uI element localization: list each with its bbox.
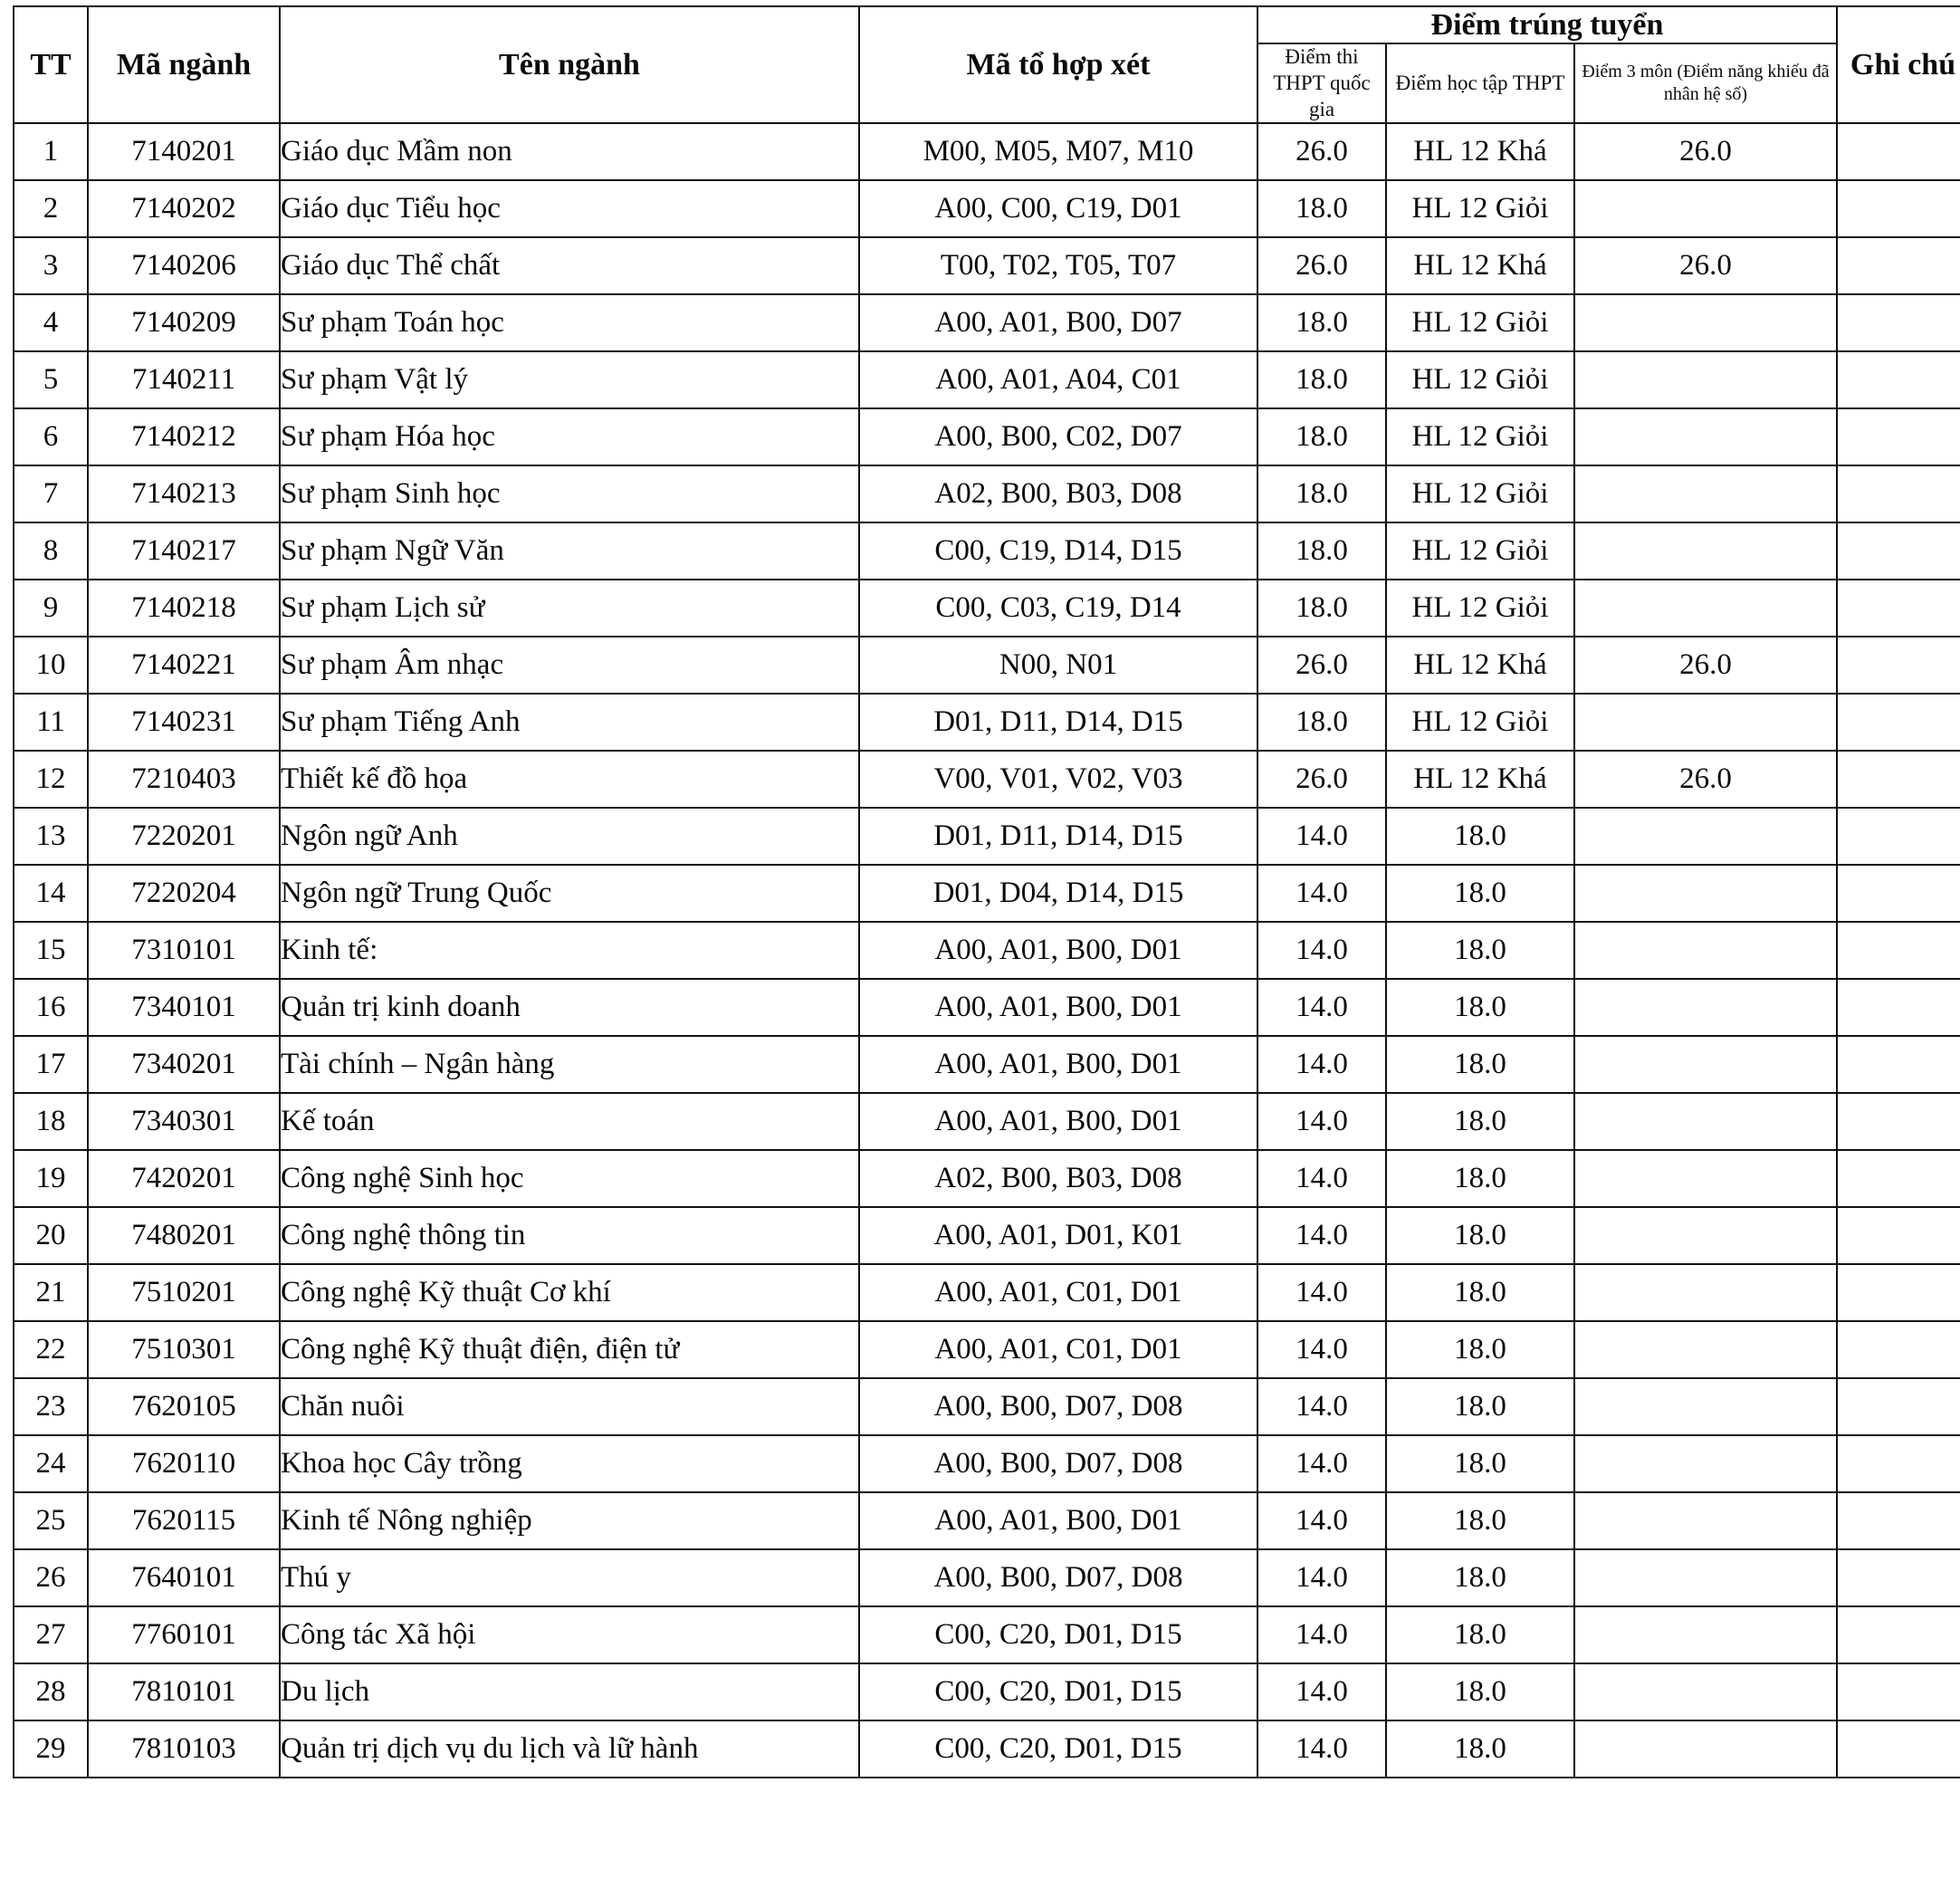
table-row [14, 123, 1960, 180]
cell-ten-nganh: Thú y [280, 1549, 859, 1606]
cell-tt: 11 [14, 694, 88, 751]
cell-diem-3-mon [1574, 408, 1837, 465]
cell-ten-nganh: Công nghệ Kỹ thuật Cơ khí [280, 1264, 859, 1321]
cell-diem-hoc-tap: HL 12 Khá [1386, 751, 1574, 808]
cell-ma-to-hop: C00, C20, D01, D15 [859, 1720, 1257, 1778]
cell-ghi-chu [1837, 1150, 1960, 1207]
cell-diem-3-mon [1574, 694, 1837, 751]
cell-ma-nganh: 7760101 [88, 1606, 280, 1663]
cell-ghi-chu [1837, 1492, 1960, 1549]
cell-tt: 22 [14, 1321, 88, 1378]
cell-tt: 14 [14, 865, 88, 922]
cell-ma-nganh: 7140206 [88, 237, 280, 294]
cell-ma-to-hop: A00, B00, D07, D08 [859, 1378, 1257, 1435]
cell-ma-to-hop: A00, A01, B00, D07 [859, 294, 1257, 351]
cell-ten-nganh: Sư phạm Lịch sử [280, 580, 859, 637]
cell-ten-nganh: Công nghệ Kỹ thuật điện, điện tử [280, 1321, 859, 1378]
table-row [14, 294, 1960, 351]
cell-ma-nganh: 7210403 [88, 751, 280, 808]
cell-diem-hoc-tap: HL 12 Khá [1386, 237, 1574, 294]
table-row [14, 1663, 1960, 1720]
cell-ten-nganh: Công nghệ Sinh học [280, 1150, 859, 1207]
cell-ghi-chu [1837, 808, 1960, 865]
cell-diem-thi-thpt: 14.0 [1257, 1492, 1386, 1549]
cell-diem-thi-thpt: 14.0 [1257, 1150, 1386, 1207]
table-row [14, 1321, 1960, 1378]
cell-tt: 16 [14, 979, 88, 1036]
cell-diem-3-mon: 26.0 [1574, 123, 1837, 180]
cell-ten-nganh: Quản trị dịch vụ du lịch và lữ hành [280, 1720, 859, 1778]
cell-ghi-chu [1837, 408, 1960, 465]
cell-tt: 6 [14, 408, 88, 465]
cell-ghi-chu [1837, 751, 1960, 808]
table-row [14, 580, 1960, 637]
cell-ghi-chu [1837, 1663, 1960, 1720]
cell-ten-nganh: Kinh tế Nông nghiệp [280, 1492, 859, 1549]
cell-diem-thi-thpt: 18.0 [1257, 351, 1386, 408]
cell-diem-3-mon [1574, 1549, 1837, 1606]
table-row [14, 1606, 1960, 1663]
cell-ma-to-hop: A00, B00, D07, D08 [859, 1549, 1257, 1606]
cell-diem-hoc-tap: 18.0 [1386, 922, 1574, 979]
cell-diem-thi-thpt: 14.0 [1257, 1378, 1386, 1435]
cell-diem-3-mon [1574, 351, 1837, 408]
cell-diem-3-mon: 26.0 [1574, 637, 1837, 694]
table-row [14, 1492, 1960, 1549]
cell-diem-hoc-tap: HL 12 Khá [1386, 123, 1574, 180]
cell-diem-3-mon [1574, 865, 1837, 922]
cell-tt: 2 [14, 180, 88, 237]
cell-ghi-chu [1837, 180, 1960, 237]
cell-diem-thi-thpt: 18.0 [1257, 522, 1386, 580]
cell-diem-thi-thpt: 14.0 [1257, 1207, 1386, 1264]
cell-ma-to-hop: D01, D04, D14, D15 [859, 865, 1257, 922]
cell-ma-to-hop: A00, A01, B00, D01 [859, 922, 1257, 979]
cell-ten-nganh: Sư phạm Ngữ Văn [280, 522, 859, 580]
cell-ma-nganh: 7140201 [88, 123, 280, 180]
cell-diem-hoc-tap: 18.0 [1386, 1720, 1574, 1778]
cell-tt: 21 [14, 1264, 88, 1321]
column-header-diem-trung-tuyen: Điểm trúng tuyển [1257, 6, 1837, 43]
cell-ghi-chu [1837, 1321, 1960, 1378]
cell-tt: 1 [14, 123, 88, 180]
table-row [14, 1150, 1960, 1207]
cell-diem-3-mon [1574, 1264, 1837, 1321]
cell-diem-thi-thpt: 26.0 [1257, 637, 1386, 694]
table-row [14, 1207, 1960, 1264]
cell-diem-thi-thpt: 14.0 [1257, 979, 1386, 1036]
cell-ma-to-hop: V00, V01, V02, V03 [859, 751, 1257, 808]
cell-diem-thi-thpt: 14.0 [1257, 1606, 1386, 1663]
table-row [14, 808, 1960, 865]
table-header [14, 6, 1960, 123]
cell-ten-nganh: Sư phạm Vật lý [280, 351, 859, 408]
cell-diem-thi-thpt: 14.0 [1257, 1720, 1386, 1778]
cell-ma-to-hop: D01, D11, D14, D15 [859, 808, 1257, 865]
cell-diem-thi-thpt: 14.0 [1257, 1435, 1386, 1492]
cell-ma-nganh: 7220201 [88, 808, 280, 865]
column-header-tt: TT [14, 6, 88, 123]
cell-diem-thi-thpt: 14.0 [1257, 922, 1386, 979]
cell-ma-to-hop: M00, M05, M07, M10 [859, 123, 1257, 180]
cell-ghi-chu [1837, 922, 1960, 979]
cell-diem-thi-thpt: 26.0 [1257, 751, 1386, 808]
cell-ma-nganh: 7140213 [88, 465, 280, 522]
cell-ma-to-hop: A00, A01, C01, D01 [859, 1321, 1257, 1378]
table-row [14, 522, 1960, 580]
table-row [14, 180, 1960, 237]
table-row [14, 1036, 1960, 1093]
cell-ten-nganh: Sư phạm Toán học [280, 294, 859, 351]
cell-ten-nganh: Giáo dục Tiểu học [280, 180, 859, 237]
cell-ten-nganh: Kế toán [280, 1093, 859, 1150]
cell-diem-hoc-tap: HL 12 Giỏi [1386, 408, 1574, 465]
cell-ma-nganh: 7340101 [88, 979, 280, 1036]
cell-diem-hoc-tap: 18.0 [1386, 1093, 1574, 1150]
table-row [14, 237, 1960, 294]
cell-tt: 24 [14, 1435, 88, 1492]
cell-ma-to-hop: C00, C19, D14, D15 [859, 522, 1257, 580]
cell-tt: 27 [14, 1606, 88, 1663]
cell-ma-nganh: 7140231 [88, 694, 280, 751]
table-row [14, 1435, 1960, 1492]
cell-ten-nganh: Thiết kế đồ họa [280, 751, 859, 808]
cell-ten-nganh: Ngôn ngữ Trung Quốc [280, 865, 859, 922]
cell-ghi-chu [1837, 237, 1960, 294]
column-header-ma-to-hop: Mã tổ hợp xét [859, 6, 1257, 123]
cell-ma-nganh: 7510201 [88, 1264, 280, 1321]
cell-diem-thi-thpt: 14.0 [1257, 865, 1386, 922]
cell-ten-nganh: Du lịch [280, 1663, 859, 1720]
cell-ma-nganh: 7640101 [88, 1549, 280, 1606]
cell-ten-nganh: Ngôn ngữ Anh [280, 808, 859, 865]
cell-diem-3-mon [1574, 580, 1837, 637]
cell-ma-nganh: 7510301 [88, 1321, 280, 1378]
cell-ma-nganh: 7620105 [88, 1378, 280, 1435]
cell-ghi-chu [1837, 865, 1960, 922]
cell-ten-nganh: Công tác Xã hội [280, 1606, 859, 1663]
cell-ten-nganh: Tài chính – Ngân hàng [280, 1036, 859, 1093]
cell-ma-to-hop: C00, C03, C19, D14 [859, 580, 1257, 637]
cell-ma-to-hop: A00, A01, B00, D01 [859, 1036, 1257, 1093]
cell-ma-nganh: 7140202 [88, 180, 280, 237]
cell-ma-to-hop: C00, C20, D01, D15 [859, 1663, 1257, 1720]
cell-diem-hoc-tap: 18.0 [1386, 1321, 1574, 1378]
cell-diem-hoc-tap: 18.0 [1386, 865, 1574, 922]
cell-ghi-chu [1837, 637, 1960, 694]
cell-diem-hoc-tap: HL 12 Khá [1386, 637, 1574, 694]
cell-diem-thi-thpt: 14.0 [1257, 1093, 1386, 1150]
cell-diem-thi-thpt: 14.0 [1257, 1264, 1386, 1321]
cell-diem-3-mon [1574, 1036, 1837, 1093]
cell-ma-to-hop: A00, A01, C01, D01 [859, 1264, 1257, 1321]
cell-ma-to-hop: A00, A01, B00, D01 [859, 1093, 1257, 1150]
cell-diem-hoc-tap: 18.0 [1386, 1663, 1574, 1720]
column-header-ma-nganh: Mã ngành [88, 6, 280, 123]
cell-diem-thi-thpt: 26.0 [1257, 123, 1386, 180]
cell-ten-nganh: Giáo dục Thể chất [280, 237, 859, 294]
cell-diem-3-mon: 26.0 [1574, 751, 1837, 808]
cell-ma-nganh: 7140218 [88, 580, 280, 637]
cell-ghi-chu [1837, 351, 1960, 408]
cell-tt: 29 [14, 1720, 88, 1778]
cell-diem-3-mon [1574, 522, 1837, 580]
cell-ma-to-hop: D01, D11, D14, D15 [859, 694, 1257, 751]
cell-ma-to-hop: N00, N01 [859, 637, 1257, 694]
cell-ghi-chu [1837, 1378, 1960, 1435]
cell-ma-nganh: 7340301 [88, 1093, 280, 1150]
cell-tt: 15 [14, 922, 88, 979]
cell-ghi-chu [1837, 1036, 1960, 1093]
cell-ma-to-hop: A02, B00, B03, D08 [859, 1150, 1257, 1207]
cell-ghi-chu [1837, 522, 1960, 580]
cell-diem-3-mon [1574, 808, 1837, 865]
cell-ma-nganh: 7140212 [88, 408, 280, 465]
cell-diem-3-mon [1574, 1720, 1837, 1778]
cell-diem-3-mon [1574, 465, 1837, 522]
cell-tt: 19 [14, 1150, 88, 1207]
cell-diem-thi-thpt: 14.0 [1257, 1549, 1386, 1606]
cell-diem-thi-thpt: 18.0 [1257, 580, 1386, 637]
cell-diem-thi-thpt: 18.0 [1257, 465, 1386, 522]
cell-ghi-chu [1837, 1093, 1960, 1150]
column-header-diem-hoc-tap-thpt: Điểm học tập THPT [1386, 43, 1574, 123]
column-header-ghi-chu: Ghi chú [1837, 6, 1960, 123]
cell-diem-thi-thpt: 18.0 [1257, 694, 1386, 751]
cell-diem-hoc-tap: 18.0 [1386, 808, 1574, 865]
cell-ten-nganh: Sư phạm Hóa học [280, 408, 859, 465]
cell-diem-3-mon [1574, 1435, 1837, 1492]
cell-diem-hoc-tap: HL 12 Giỏi [1386, 351, 1574, 408]
cell-tt: 8 [14, 522, 88, 580]
cell-ma-to-hop: A00, A01, D01, K01 [859, 1207, 1257, 1264]
cell-tt: 12 [14, 751, 88, 808]
cell-diem-3-mon: 26.0 [1574, 237, 1837, 294]
cell-ten-nganh: Sư phạm Tiếng Anh [280, 694, 859, 751]
cell-tt: 4 [14, 294, 88, 351]
cell-diem-3-mon [1574, 922, 1837, 979]
table-row [14, 1378, 1960, 1435]
cell-tt: 3 [14, 237, 88, 294]
cell-diem-3-mon [1574, 180, 1837, 237]
cell-tt: 9 [14, 580, 88, 637]
cell-diem-hoc-tap: 18.0 [1386, 1549, 1574, 1606]
column-header-diem-thi-thpt-qg: Điểm thi THPT quốc gia [1257, 43, 1386, 123]
table-row [14, 979, 1960, 1036]
cell-diem-thi-thpt: 26.0 [1257, 237, 1386, 294]
cell-diem-thi-thpt: 18.0 [1257, 294, 1386, 351]
cell-ma-nganh: 7480201 [88, 1207, 280, 1264]
cell-diem-hoc-tap: 18.0 [1386, 1207, 1574, 1264]
cell-ma-nganh: 7620115 [88, 1492, 280, 1549]
cell-ten-nganh: Sư phạm Âm nhạc [280, 637, 859, 694]
cell-tt: 20 [14, 1207, 88, 1264]
cell-ma-nganh: 7420201 [88, 1150, 280, 1207]
cell-ghi-chu [1837, 294, 1960, 351]
cell-diem-hoc-tap: HL 12 Giỏi [1386, 294, 1574, 351]
cell-ma-to-hop: A00, B00, D07, D08 [859, 1435, 1257, 1492]
cell-tt: 17 [14, 1036, 88, 1093]
cell-diem-hoc-tap: 18.0 [1386, 1378, 1574, 1435]
cell-ten-nganh: Kinh tế: [280, 922, 859, 979]
cell-ma-to-hop: A00, C00, C19, D01 [859, 180, 1257, 237]
cell-ghi-chu [1837, 694, 1960, 751]
cell-ten-nganh: Quản trị kinh doanh [280, 979, 859, 1036]
table-row [14, 465, 1960, 522]
cell-diem-3-mon [1574, 1492, 1837, 1549]
cell-diem-thi-thpt: 14.0 [1257, 1036, 1386, 1093]
cell-tt: 5 [14, 351, 88, 408]
cell-diem-thi-thpt: 18.0 [1257, 408, 1386, 465]
cell-diem-thi-thpt: 14.0 [1257, 808, 1386, 865]
cell-diem-3-mon [1574, 1207, 1837, 1264]
cell-ten-nganh: Công nghệ thông tin [280, 1207, 859, 1264]
cell-diem-hoc-tap: HL 12 Giỏi [1386, 694, 1574, 751]
cell-ten-nganh: Khoa học Cây trồng [280, 1435, 859, 1492]
cell-ma-nganh: 7310101 [88, 922, 280, 979]
table-body [14, 123, 1960, 1778]
cell-diem-hoc-tap: 18.0 [1386, 1264, 1574, 1321]
cell-tt: 10 [14, 637, 88, 694]
cell-diem-hoc-tap: HL 12 Giỏi [1386, 580, 1574, 637]
cell-ghi-chu [1837, 580, 1960, 637]
cell-ma-to-hop: A00, A01, A04, C01 [859, 351, 1257, 408]
table-row [14, 1549, 1960, 1606]
cell-diem-3-mon [1574, 979, 1837, 1036]
cell-diem-hoc-tap: HL 12 Giỏi [1386, 465, 1574, 522]
cell-ghi-chu [1837, 1606, 1960, 1663]
cell-ten-nganh: Giáo dục Mầm non [280, 123, 859, 180]
table-row [14, 922, 1960, 979]
admission-score-table [13, 5, 1960, 1778]
cell-diem-hoc-tap: 18.0 [1386, 1606, 1574, 1663]
cell-tt: 13 [14, 808, 88, 865]
cell-diem-hoc-tap: 18.0 [1386, 979, 1574, 1036]
cell-diem-3-mon [1574, 1321, 1837, 1378]
table-row [14, 1264, 1960, 1321]
cell-ghi-chu [1837, 1549, 1960, 1606]
cell-tt: 18 [14, 1093, 88, 1150]
cell-ten-nganh: Chăn nuôi [280, 1378, 859, 1435]
cell-ma-nganh: 7810103 [88, 1720, 280, 1778]
cell-diem-thi-thpt: 18.0 [1257, 180, 1386, 237]
cell-ma-nganh: 7620110 [88, 1435, 280, 1492]
cell-ma-nganh: 7340201 [88, 1036, 280, 1093]
table-row [14, 865, 1960, 922]
cell-diem-thi-thpt: 14.0 [1257, 1321, 1386, 1378]
cell-ghi-chu [1837, 1720, 1960, 1778]
cell-diem-hoc-tap: 18.0 [1386, 1036, 1574, 1093]
table-row [14, 637, 1960, 694]
cell-ma-to-hop: A00, B00, C02, D07 [859, 408, 1257, 465]
cell-ma-to-hop: T00, T02, T05, T07 [859, 237, 1257, 294]
cell-tt: 25 [14, 1492, 88, 1549]
cell-tt: 28 [14, 1663, 88, 1720]
cell-ghi-chu [1837, 123, 1960, 180]
table-row [14, 1093, 1960, 1150]
cell-diem-3-mon [1574, 1378, 1837, 1435]
cell-tt: 23 [14, 1378, 88, 1435]
cell-diem-3-mon [1574, 1606, 1837, 1663]
cell-ghi-chu [1837, 1435, 1960, 1492]
cell-diem-hoc-tap: HL 12 Giỏi [1386, 180, 1574, 237]
cell-ma-nganh: 7810101 [88, 1663, 280, 1720]
cell-ghi-chu [1837, 1264, 1960, 1321]
header-row-top [14, 6, 1960, 43]
cell-diem-3-mon [1574, 1150, 1837, 1207]
cell-ma-to-hop: C00, C20, D01, D15 [859, 1606, 1257, 1663]
column-header-ten-nganh: Tên ngành [280, 6, 859, 123]
cell-ma-nganh: 7220204 [88, 865, 280, 922]
cell-diem-3-mon [1574, 294, 1837, 351]
cell-ma-nganh: 7140209 [88, 294, 280, 351]
cell-ma-to-hop: A02, B00, B03, D08 [859, 465, 1257, 522]
table-row [14, 751, 1960, 808]
cell-diem-hoc-tap: 18.0 [1386, 1492, 1574, 1549]
cell-ma-nganh: 7140217 [88, 522, 280, 580]
cell-ma-nganh: 7140221 [88, 637, 280, 694]
cell-diem-hoc-tap: 18.0 [1386, 1150, 1574, 1207]
table-row [14, 1720, 1960, 1778]
cell-ma-to-hop: A00, A01, B00, D01 [859, 1492, 1257, 1549]
cell-ma-to-hop: A00, A01, B00, D01 [859, 979, 1257, 1036]
cell-ten-nganh: Sư phạm Sinh học [280, 465, 859, 522]
table-row [14, 694, 1960, 751]
cell-ghi-chu [1837, 1207, 1960, 1264]
cell-diem-hoc-tap: HL 12 Giỏi [1386, 522, 1574, 580]
cell-tt: 7 [14, 465, 88, 522]
table-row [14, 408, 1960, 465]
cell-tt: 26 [14, 1549, 88, 1606]
cell-diem-3-mon [1574, 1093, 1837, 1150]
cell-ghi-chu [1837, 465, 1960, 522]
column-header-diem-3-mon: Điểm 3 môn (Điểm năng khiếu đã nhân hệ số) [1574, 43, 1837, 123]
cell-diem-hoc-tap: 18.0 [1386, 1435, 1574, 1492]
cell-diem-thi-thpt: 14.0 [1257, 1663, 1386, 1720]
cell-ghi-chu [1837, 979, 1960, 1036]
table-row [14, 351, 1960, 408]
cell-ma-nganh: 7140211 [88, 351, 280, 408]
cell-diem-3-mon [1574, 1663, 1837, 1720]
